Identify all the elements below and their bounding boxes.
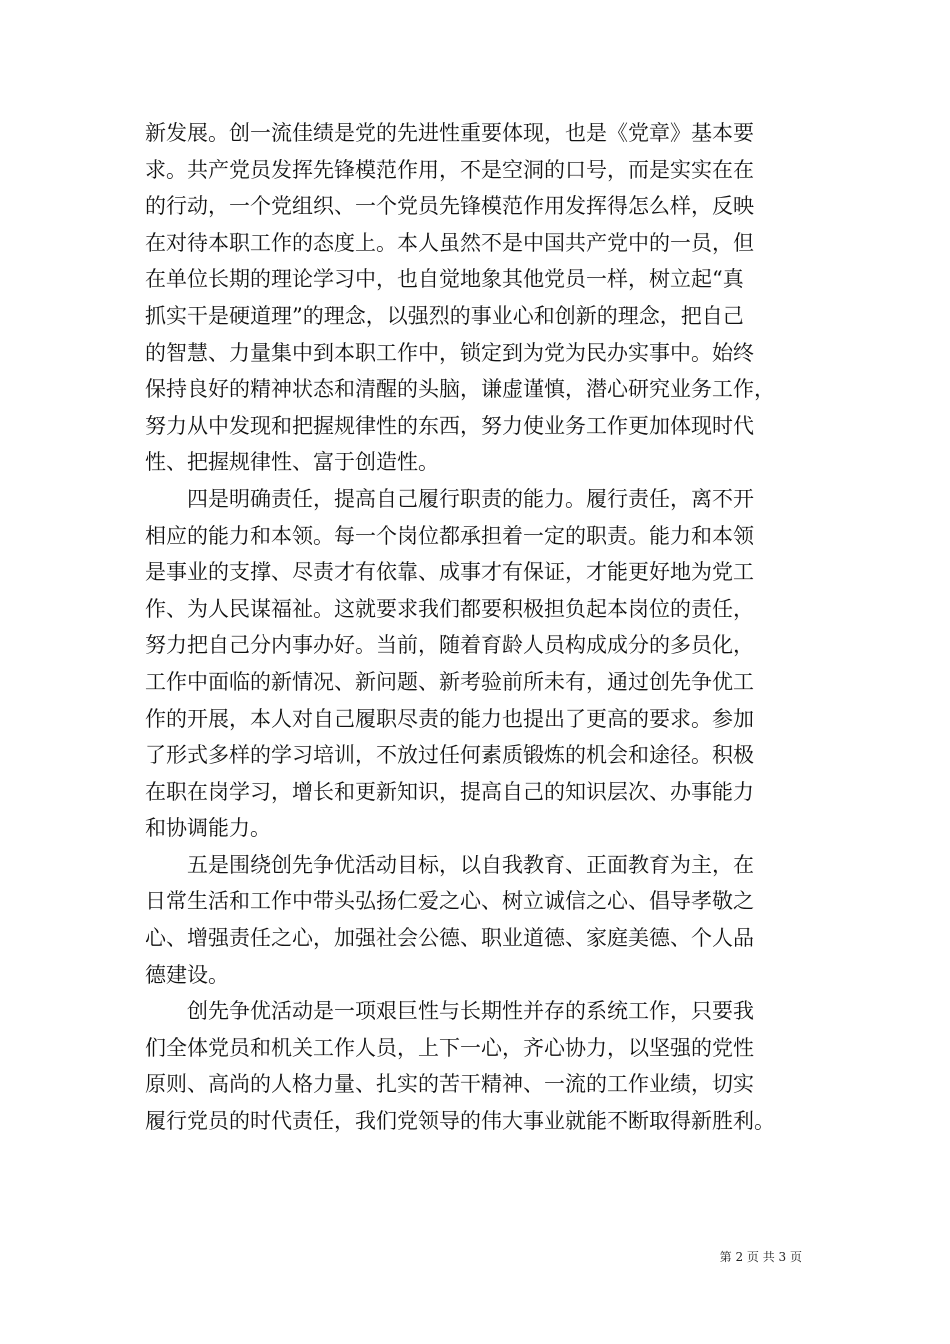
text-line: 是事业的支撑、尽责才有依靠、成事才有保证，才能更好地为党工 [145,560,754,585]
text-line: 性、把握规律性、富于创造性。 [145,450,439,475]
text-line: 相应的能力和本领。每一个岗位都承担着一定的职责。能力和本领 [145,523,754,548]
document-body [145,115,820,1140]
text-line: 求。共产党员发挥先锋模范作用，不是空洞的口号，而是实实在在 [145,157,754,182]
text-line: 日常生活和工作中带头弘扬仁爱之心、树立诚信之心、倡导孝敬之 [145,889,754,914]
text-line: 作、为人民谋福祉。这就要求我们都要积极担负起本岗位的责任， [145,596,754,621]
text-line: 心、增强责任之心，加强社会公德、职业道德、家庭美德、个人品 [145,926,754,951]
text-line: 创先争优活动是一项艰巨性与长期性并存的系统工作，只要我 [187,999,754,1024]
text-line: 和协调能力。 [145,816,271,841]
text-line: 履行党员的时代责任，我们党领导的伟大事业就能不断取得新胜利。 [145,1109,775,1134]
page-number-footer: 第 2 页 共 3 页 [719,1250,802,1264]
text-line: 新发展。创一流佳绩是党的先进性重要体现，也是《党章》基本要 [145,121,754,145]
text-line: 努力从中发现和把握规律性的东西，努力使业务工作更加体现时代 [145,413,754,438]
text-line: 五是围绕创先争优活动目标，以自我教育、正面教育为主，在 [187,852,754,877]
text-line: 在职在岗学习，增长和更新知识，提高自己的知识层次、办事能力 [145,779,754,804]
text-line: 作的开展，本人对自己履职尽责的能力也提出了更高的要求。参加 [145,706,754,731]
paragraph [145,115,820,481]
text-line: 的智慧、力量集中到本职工作中，锁定到为党为民办实事中。始终 [145,340,754,365]
text-line: 工作中面临的新情况、新问题、新考验前所未有，通过创先争优工 [145,669,754,694]
paragraph [145,993,820,1139]
text-line: 了形式多样的学习培训，不放过任何素质锻炼的机会和途径。积极 [145,743,754,768]
text-line: 德建设。 [145,962,229,987]
text-line: 原则、高尚的人格力量、扎实的苦干精神、一流的工作业绩，切实 [145,1072,754,1097]
text-line: 在对待本职工作的态度上。本人虽然不是中国共产党中的一员，但 [145,230,754,255]
text-line: 们全体党员和机关工作人员，上下一心，齐心协力，以坚强的党性 [145,1035,754,1060]
text-line: 在单位长期的理论学习中，也自觉地象其他党员一样，树立起“真 [145,267,744,292]
text-line: 保持良好的精神状态和清醒的头脑，谦虚谨慎，潜心研究业务工作， [145,377,775,402]
text-line: 四是明确责任，提高自己履行职责的能力。履行责任，离不开 [187,486,754,511]
text-line: 努力把自己分内事办好。当前，随着育龄人员构成成分的多员化， [145,633,754,658]
paragraph [145,481,820,847]
text-line: 抓实干是硬道理”的理念，以强烈的事业心和创新的理念，把自己 [145,303,744,328]
text-line: 的行动，一个党组织、一个党员先锋模范作用发挥得怎么样，反映 [145,194,754,219]
paragraph [145,847,820,993]
